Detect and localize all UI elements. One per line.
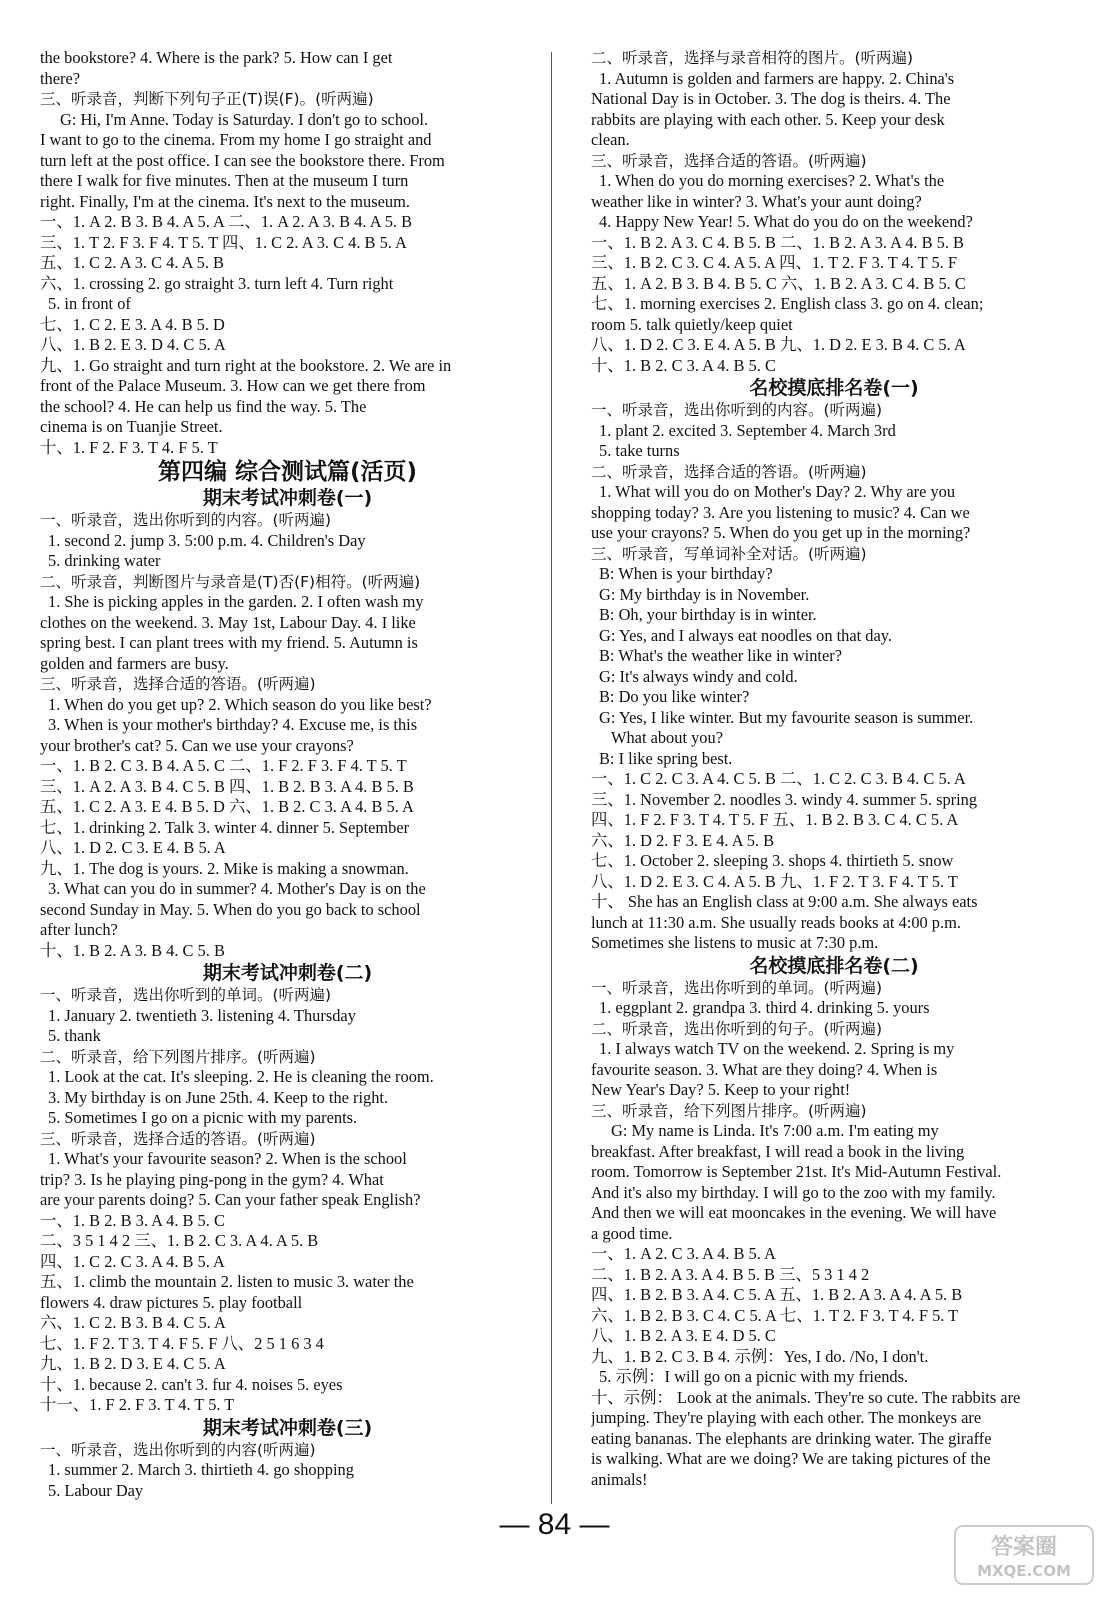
question-heading: 二、听录音，给下列图片排序。(听两遍): [40, 1047, 316, 1066]
left-column: [40, 48, 535, 1501]
text-line: turn left at the post office. I can see the bookstore there. From: [40, 150, 445, 170]
text-line: 六、1. B 2. B 3. C 4. C 5. A 七、1. T 2. F 3. T 4. F 5. T: [591, 1305, 959, 1325]
text-line: 三、1. A 2. A 3. B 4. C 5. B 四、1. B 2. B 3. A 4. B 5. B: [40, 776, 414, 796]
right-column: [591, 48, 1077, 1490]
text-line: 九、1. The dog is yours. 2. Mike is making a snowman.: [40, 858, 409, 878]
text-line: 1. What will you do on Mother's Day? 2. Why are you: [599, 482, 956, 501]
text-line: 1. I always watch TV on the weekend. 2. Spring is my: [599, 1039, 955, 1058]
text-line: 七、1. morning exercises 2. English class 3. go on 4. clean;: [591, 294, 984, 313]
text-line: 九、1. B 2. C 3. B 4. 示例：Yes, I do. /No, I don't.: [591, 1346, 929, 1366]
text-line: trip? 3. Is he playing ping-pong in the gym? 4. What: [40, 1169, 384, 1189]
text-line: second Sunday in May. 5. When do you go back to school: [40, 899, 421, 919]
question-heading: 一、听录音，选出你听到的内容。(听两遍): [591, 401, 883, 419]
text-line: 七、1. F 2. T 3. T 4. F 5. F 八、2 5 1 6 3 4: [40, 1333, 324, 1353]
text-line: weather like in winter? 3. What's your aunt doing?: [591, 191, 922, 211]
text-line: 九、1. Go straight and turn right at the bookstore. 2. We are in: [40, 355, 452, 375]
text-line: 十、 She has an English class at 9:00 a.m. She always eats: [591, 892, 978, 911]
text-line: room 5. talk quietly/keep quiet: [591, 314, 793, 334]
text-line: after lunch?: [40, 920, 118, 939]
text-line: 5. thank: [48, 1026, 101, 1045]
text-line: 八、1. B 2. A 3. E 4. D 5. C: [591, 1326, 776, 1345]
question-heading: 一、听录音，选出你听到的单词。(听两遍): [40, 986, 332, 1004]
text-line: lunch at 11:30 a.m. She usually reads books at 4:00 p.m.: [591, 912, 961, 932]
section-title: 名校摸底排名卷(二): [749, 954, 919, 977]
text-line: 5. Labour Day: [48, 1480, 144, 1500]
text-line: 三、1. November 2. noodles 3. windy 4. summer 5. spring: [591, 789, 978, 809]
text-line: 5. take turns: [599, 441, 680, 460]
section-title: 期末考试冲刺卷(一): [202, 487, 373, 509]
question-heading: 三、听录音，选择合适的答语。(听两遍): [591, 151, 867, 170]
text-line: 一、1. B 2. B 3. A 4. B 5. C: [40, 1210, 225, 1230]
text-line: spring best. I can plant trees with my friend. 5. Autumn is: [40, 633, 418, 652]
question-heading: 三、听录音，给下列图片排序。(听两遍): [591, 1101, 867, 1120]
text-line: 1. summer 2. March 3. thirtieth 4. go shopping: [48, 1460, 354, 1479]
text-line: 5. in front of: [48, 294, 131, 313]
question-heading: 二、听录音，选择与录音相符的图片。(听两遍): [591, 49, 914, 67]
text-line: breakfast. After breakfast, I will read a book in the living: [591, 1141, 965, 1161]
text-line: jumping. They're playing with each other. The monkeys are: [591, 1408, 982, 1427]
text-line: there?: [40, 68, 81, 88]
text-line: your brother's cat? 5. Can we use your crayons?: [40, 735, 354, 755]
text-line: And then we will eat mooncakes in the evening. We will have: [591, 1203, 997, 1222]
text-line: 八、1. B 2. E 3. D 4. C 5. A: [40, 335, 226, 354]
text-line: 十、1. B 2. C 3. A 4. B 5. C: [591, 355, 776, 375]
text-line: cinema is on Tuanjie Street.: [40, 417, 223, 436]
text-line: 4. Happy New Year! 5. What do you do on the weekend?: [599, 212, 973, 231]
text-line: G: Yes, I like winter. But my favourite season is summer.: [599, 707, 974, 727]
watermark-logo: [953, 1524, 1095, 1586]
text-line: 1. She is picking apples in the garden. 2. I often wash my: [48, 592, 424, 611]
text-line: 一、1. B 2. A 3. C 4. B 5. B 二、1. B 2. A 3. A 4. B 5. B: [591, 232, 964, 252]
text-line: Sometimes she listens to music at 7:30 p.m.: [591, 933, 879, 952]
text-line: G: Yes, and I always eat noodles on that day.: [599, 625, 893, 645]
text-line: B: What's the weather like in winter?: [599, 646, 842, 665]
text-line: New Year's Day? 5. Keep to your right!: [591, 1080, 851, 1099]
text-line: 七、1. drinking 2. Talk 3. winter 4. dinner 5. September: [40, 817, 410, 837]
text-line: 十一、1. F 2. F 3. T 4. T 5. T: [40, 1395, 235, 1414]
text-line: B: Oh, your birthday is in winter.: [599, 605, 817, 624]
text-line: 5. drinking water: [48, 551, 161, 570]
question-heading: 二、听录音，判断图片与录音是(T)否(F)相符。(听两遍): [40, 572, 421, 591]
text-line: 八、1. D 2. E 3. C 4. A 5. B 九、1. F 2. T 3. F 4. T 5. T: [591, 871, 958, 891]
question-heading: 一、听录音，选出你听到的内容。(听两遍): [40, 511, 332, 529]
text-line: room. Tomorrow is September 21st. It's Mid-Autumn Festival.: [591, 1162, 1002, 1181]
text-line: are your parents doing? 5. Can your father speak English?: [40, 1190, 421, 1209]
text-line: What about you?: [611, 728, 723, 747]
text-line: 四、1. B 2. B 3. A 4. C 5. A 五、1. B 2. A 3. A 4. A 5. B: [591, 1285, 963, 1304]
question-heading: 三、听录音，写单词补全对话。(听两遍): [591, 544, 867, 563]
text-line: 五、1. A 2. B 3. B 4. B 5. C 六、1. B 2. A 3. C 4. B 5. C: [591, 273, 966, 293]
text-line: 1. eggplant 2. grandpa 3. third 4. drinking 5. yours: [599, 998, 930, 1017]
section-title: 第四编 综合测试篇(活页): [157, 459, 418, 485]
text-line: And it's also my birthday. I will go to the zoo with my family.: [591, 1182, 996, 1202]
text-line: G: It's always windy and cold.: [599, 666, 798, 686]
text-line: 1. When do you get up? 2. Which season do you like best?: [48, 694, 432, 714]
text-line: B: I like spring best.: [599, 748, 733, 768]
text-line: 三、1. B 2. C 3. C 4. A 5. A 四、1. T 2. F 3. T 4. T 5. F: [591, 253, 957, 272]
text-line: 四、1. C 2. C 3. A 4. B 5. A: [40, 1251, 225, 1271]
text-line: 七、1. C 2. E 3. A 4. B 5. D: [40, 314, 225, 334]
question-heading: 二、听录音，选择合适的答语。(听两遍): [591, 462, 867, 481]
text-line: 六、1. C 2. B 3. B 4. C 5. A: [40, 1313, 226, 1332]
text-line: shopping today? 3. Are you listening to music? 4. Can we: [591, 502, 970, 522]
text-line: 1. When do you do morning exercises? 2. What's the: [599, 171, 945, 190]
text-line: I want to go to the cinema. From my home I go straight and: [40, 130, 432, 149]
text-line: B: Do you like winter?: [599, 687, 750, 706]
text-line: use your crayons? 5. When do you get up in the morning?: [591, 523, 971, 542]
text-line: clean.: [591, 130, 630, 149]
text-line: 1. Autumn is golden and farmers are happy. 2. China's: [599, 68, 955, 88]
text-line: 四、1. F 2. F 3. T 4. T 5. F 五、1. B 2. B 3. C 4. C 5. A: [591, 810, 959, 829]
text-line: front of the Palace Museum. 3. How can we get there from: [40, 376, 426, 395]
text-line: golden and farmers are busy.: [40, 653, 229, 673]
text-line: 十、1. B 2. A 3. B 4. C 5. B: [40, 940, 225, 960]
text-line: National Day is in October. 3. The dog is theirs. 4. The: [591, 89, 951, 108]
text-line: rabbits are playing with each other. 5. Keep your desk: [591, 109, 945, 129]
text-line: 六、1. D 2. F 3. E 4. A 5. B: [591, 830, 775, 850]
text-line: 1. plant 2. excited 3. September 4. March 3rd: [599, 420, 896, 440]
text-line: 1. second 2. jump 3. 5:00 p.m. 4. Children's Day: [48, 530, 366, 550]
text-line: 五、1. C 2. A 3. C 4. A 5. B: [40, 253, 224, 272]
text-line: G: My birthday is in November.: [599, 584, 810, 604]
text-line: the bookstore? 4. Where is the park? 5. How can I get: [40, 48, 393, 67]
text-line: 八、1. D 2. C 3. E 4. B 5. A: [40, 838, 226, 857]
text-line: the school? 4. He can help us find the way. 5. The: [40, 396, 367, 416]
question-heading: 一、听录音，选出你听到的单词。(听两遍): [591, 978, 883, 997]
text-line: is walking. What are we doing? We are taking pictures of the: [591, 1449, 991, 1468]
question-heading: 三、听录音，选择合适的答语。(听两遍): [40, 1129, 316, 1148]
text-line: 3. My birthday is on June 25th. 4. Keep to the right.: [48, 1087, 389, 1107]
text-line: 六、1. crossing 2. go straight 3. turn left 4. Turn right: [40, 273, 394, 293]
page-number: — 84 —: [499, 1508, 610, 1541]
text-line: 十、示例： Look at the animals. They're so cute. The rabbits are: [591, 1387, 1021, 1407]
text-line: 十、1. F 2. F 3. T 4. F 5. T: [40, 437, 218, 457]
text-line: G: Hi, I'm Anne. Today is Saturday. I don't go to school.: [60, 109, 429, 129]
section-title: 名校摸底排名卷(一): [749, 377, 919, 399]
text-line: 二、3 5 1 4 2 三、1. B 2. C 3. A 4. A 5. B: [40, 1231, 319, 1250]
text-line: 八、1. D 2. C 3. E 4. A 5. B 九、1. D 2. E 3. B 4. C 5. A: [591, 335, 966, 354]
section-title: 期末考试冲刺卷(二): [202, 962, 373, 984]
text-line: 5. 示例：I will go on a picnic with my friends.: [599, 1367, 909, 1386]
text-line: 3. What can you do in summer? 4. Mother's Day is on the: [48, 879, 426, 898]
text-line: G: My name is Linda. It's 7:00 a.m. I'm eating my: [611, 1121, 939, 1140]
column-divider: [551, 52, 552, 1504]
text-line: 一、1. B 2. C 3. B 4. A 5. C 二、1. F 2. F 3. F 4. T 5. T: [40, 756, 407, 775]
text-line: 十、1. because 2. can't 3. fur 4. noises 5. eyes: [40, 1374, 343, 1394]
text-line: 九、1. B 2. D 3. E 4. C 5. A: [40, 1354, 226, 1373]
text-line: 一、1. C 2. C 3. A 4. C 5. B 二、1. C 2. C 3. B 4. C 5. A: [591, 769, 966, 788]
text-line: 二、1. B 2. A 3. A 4. B 5. B 三、5 3 1 4 2: [591, 1264, 870, 1284]
question-heading: 一、听录音，选出你听到的内容(听两遍): [40, 1440, 316, 1459]
text-line: 三、1. T 2. F 3. F 4. T 5. T 四、1. C 2. A 3. C 4. B 5. A: [40, 232, 407, 252]
text-line: right. Finally, I'm at the cinema. It's next to the museum.: [40, 191, 410, 211]
text-line: a good time.: [591, 1223, 673, 1243]
text-line: eating bananas. The elephants are drinking water. The giraffe: [591, 1428, 992, 1448]
text-line: animals!: [591, 1469, 648, 1489]
question-heading: 二、听录音，选出你听到的句子。(听两遍): [591, 1019, 883, 1038]
text-line: 1. Look at the cat. It's sleeping. 2. He is cleaning the room.: [48, 1067, 434, 1086]
text-line: 五、1. C 2. A 3. E 4. B 5. D 六、1. B 2. C 3. A 4. B 5. A: [40, 797, 414, 816]
text-line: 1. January 2. twentieth 3. listening 4. Thursday: [48, 1005, 356, 1025]
svg-text:答案圈: 答案圈: [990, 1535, 1058, 1560]
text-line: 5. Sometimes I go on a picnic with my parents.: [48, 1108, 358, 1127]
svg-text:MXQE.COM: MXQE.COM: [977, 1562, 1071, 1580]
text-line: flowers 4. draw pictures 5. play football: [40, 1292, 303, 1312]
question-heading: 三、听录音，选择合适的答语。(听两遍): [40, 675, 316, 693]
text-line: 1. What's your favourite season? 2. When is the school: [48, 1149, 407, 1168]
section-title: 期末考试冲刺卷(三): [202, 1416, 373, 1439]
question-heading: 三、听录音，判断下列句子正(T)误(F)。(听两遍): [40, 90, 374, 108]
text-line: 一、1. A 2. B 3. B 4. A 5. A 二、1. A 2. A 3. B 4. A 5. B: [40, 212, 413, 231]
text-line: B: When is your birthday?: [599, 564, 773, 583]
text-line: favourite season. 3. What are they doing? 4. When is: [591, 1059, 938, 1079]
text-line: 七、1. October 2. sleeping 3. shops 4. thirtieth 5. snow: [591, 851, 954, 870]
text-line: there I walk for five minutes. Then at the museum I turn: [40, 171, 409, 190]
text-line: 3. When is your mother's birthday? 4. Excuse me, is this: [48, 715, 418, 734]
text-line: clothes on the weekend. 3. May 1st, Labour Day. 4. I like: [40, 612, 416, 632]
text-line: 五、1. climb the mountain 2. listen to music 3. water the: [40, 1272, 414, 1291]
text-line: 一、1. A 2. C 3. A 4. B 5. A: [591, 1244, 776, 1263]
